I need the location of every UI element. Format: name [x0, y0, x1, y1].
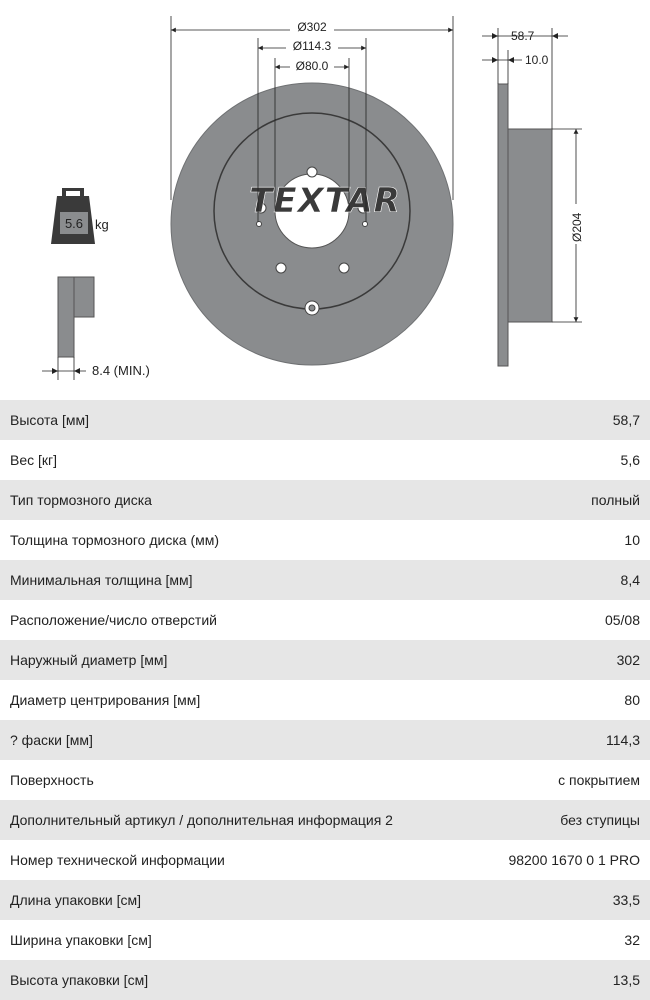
- spec-table: [0, 400, 650, 1000]
- spec-row: [0, 720, 650, 760]
- spec-value: 58,7: [612, 412, 640, 428]
- spec-label: Минимальная толщина [мм]: [10, 572, 193, 588]
- bolt-hole-5: [339, 263, 349, 273]
- spec-label: Наружный диаметр [мм]: [10, 652, 168, 668]
- spec-label: Толщина тормозного диска (мм): [10, 532, 220, 548]
- spec-label: Высота упаковки [см]: [10, 972, 149, 988]
- spec-row: [0, 480, 650, 520]
- spec-row: [0, 920, 650, 960]
- spec-label: Поверхность: [10, 772, 94, 788]
- spec-row: [0, 520, 650, 560]
- spec-label: Высота [мм]: [10, 412, 89, 428]
- spec-row: [0, 680, 650, 720]
- weight-icon: [51, 188, 95, 244]
- spec-row: [0, 440, 650, 480]
- spec-label: Ширина упаковки [см]: [10, 932, 152, 948]
- side-hat: [508, 129, 552, 322]
- spec-value: 80: [624, 692, 640, 708]
- spec-label: Дополнительный артикул / дополнительная информация 2: [10, 812, 393, 828]
- weight-value: 5.6: [64, 216, 84, 231]
- disc-front-view: [171, 83, 453, 365]
- side-rotor: [498, 84, 508, 366]
- min-thickness-icon: [42, 277, 94, 380]
- spec-label: ? фаски [мм]: [10, 732, 93, 748]
- spec-label: Расположение/число отверстий: [10, 612, 217, 628]
- spec-value: 98200 1670 0 1 PRO: [508, 852, 640, 868]
- min-thickness-label: 8.4 (MIN.): [92, 363, 150, 378]
- spec-value: 5,6: [620, 452, 640, 468]
- spec-value: 10: [624, 532, 640, 548]
- spec-label: Диаметр центрирования [мм]: [10, 692, 201, 708]
- spec-row: [0, 800, 650, 840]
- brand-logo: TEXTAR: [249, 181, 401, 221]
- small-hole-2: [363, 222, 368, 227]
- spec-label: Вес [кг]: [10, 452, 58, 468]
- spec-value: 32: [624, 932, 640, 948]
- weight-unit: kg: [95, 217, 109, 232]
- disc-side-view: [482, 28, 584, 366]
- spec-value: с покрытием: [558, 772, 640, 788]
- technical-drawing: [0, 0, 650, 400]
- spec-row: [0, 840, 650, 880]
- small-hole-3-inner: [309, 305, 315, 311]
- spec-row: [0, 760, 650, 800]
- spec-value: 13,5: [612, 972, 640, 988]
- spec-label: Тип тормозного диска: [10, 492, 152, 508]
- spec-value: полный: [591, 492, 640, 508]
- spec-label: Номер технической информации: [10, 852, 225, 868]
- inner-diameter-label: Ø204: [570, 212, 584, 242]
- thickness-label: 10.0: [525, 53, 549, 67]
- spec-value: 302: [616, 652, 640, 668]
- spec-row: [0, 400, 650, 440]
- bolt-hole-4: [276, 263, 286, 273]
- spec-value: 33,5: [612, 892, 640, 908]
- spec-row: [0, 600, 650, 640]
- spec-row: [0, 880, 650, 920]
- spec-value: 05/08: [604, 612, 640, 628]
- spec-row: [0, 640, 650, 680]
- spec-label: Длина упаковки [см]: [10, 892, 141, 908]
- center-diameter-label: Ø80.0: [295, 59, 329, 73]
- outer-diameter-label: Ø302: [297, 20, 327, 34]
- spec-value: 8,4: [620, 572, 640, 588]
- spec-row: [0, 960, 650, 1000]
- small-hole-1: [257, 222, 262, 227]
- spec-row: [0, 560, 650, 600]
- spec-value: 114,3: [606, 732, 640, 748]
- bolt-circle-label: Ø114.3: [292, 39, 332, 53]
- spec-value: без ступицы: [560, 812, 640, 828]
- bolt-hole-1: [307, 167, 317, 177]
- height-label: 58.7: [511, 29, 535, 43]
